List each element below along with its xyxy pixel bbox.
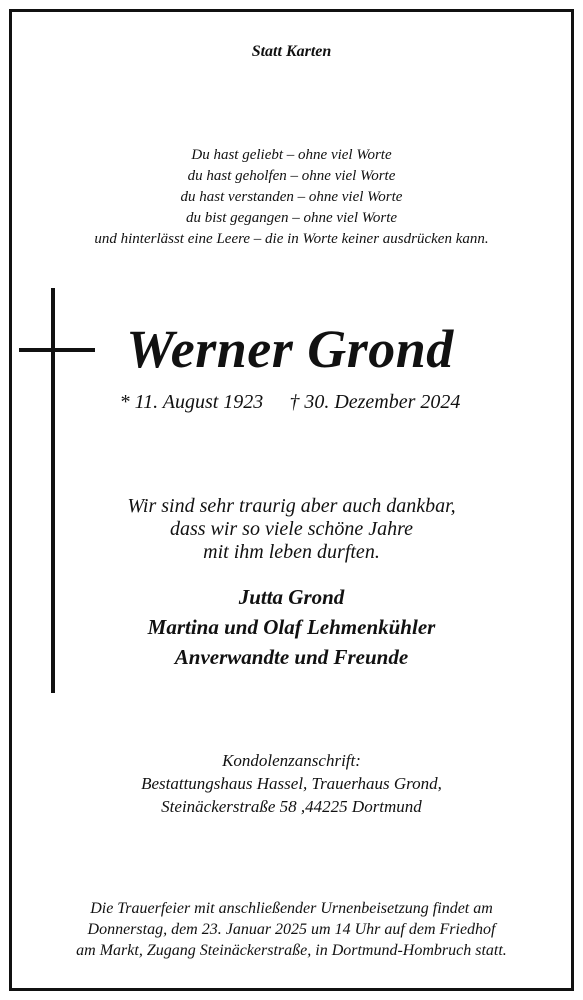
deceased-name: Werner Grond — [126, 319, 454, 379]
poem-line: du bist gegangen – ohne viel Worte — [185, 210, 398, 226]
death-date: † 30. Dezember 2024 — [289, 391, 461, 413]
funeral-line: Donnerstag, dem 23. Januar 2025 um 14 Uhr auf dem Friedhof — [87, 921, 496, 938]
message-line: mit ihm leben durften. — [203, 541, 380, 563]
condolence-address — [0, 749, 583, 818]
message-line: dass wir so viele schöne Jahre — [169, 518, 414, 540]
mourner-line: Anverwandte und Freunde — [174, 645, 409, 669]
condolence-line: Kondolenzanschrift: — [222, 751, 361, 770]
poem-line: und hinterlässt eine Leere – die in Worte keiner ausdrücken kann. — [94, 231, 489, 247]
condolence-line: Steinäckerstraße 58 ,44225 Dortmund — [161, 797, 422, 816]
cross-horizontal-bar — [19, 348, 95, 352]
farewell-message — [0, 495, 583, 564]
funeral-info — [0, 898, 583, 961]
poem-line: Du hast geliebt – ohne viel Worte — [191, 147, 392, 163]
poem-line: du hast verstanden – ohne viel Worte — [180, 189, 403, 205]
mourner-line: Martina und Olaf Lehmenkühler — [147, 615, 436, 639]
funeral-line: Die Trauerfeier mit anschließender Urnenbeisetzung findet am — [90, 900, 493, 917]
funeral-line: am Markt, Zugang Steinäckerstraße, in Dortmund-Hombruch statt. — [76, 942, 507, 959]
life-dates — [90, 391, 490, 414]
birth-date: * 11. August 1923 — [119, 391, 264, 413]
mourners-list — [0, 582, 583, 672]
mourner-line: Jutta Grond — [238, 585, 345, 609]
condolence-line: Bestattungshaus Hassel, Trauerhaus Grond, — [141, 774, 442, 793]
poem-line: du hast geholfen – ohne viel Worte — [187, 168, 396, 184]
poem — [0, 145, 583, 250]
message-line: Wir sind sehr traurig aber auch dankbar, — [127, 495, 456, 517]
header-label: Statt Karten — [251, 43, 332, 60]
